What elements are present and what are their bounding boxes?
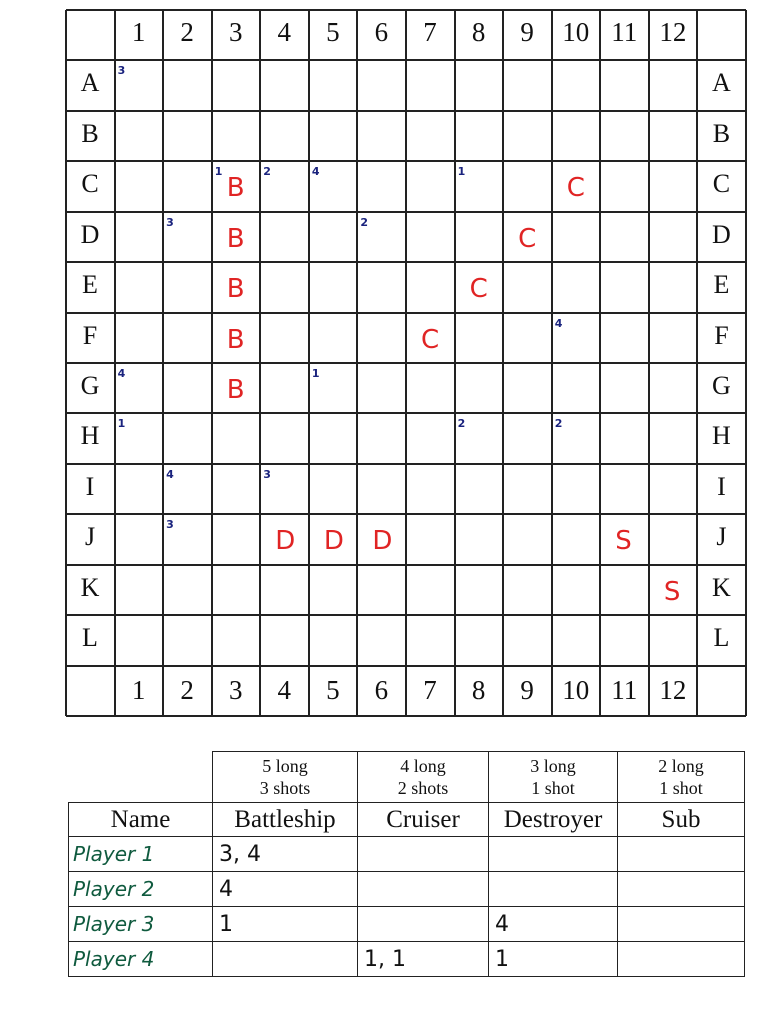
player-name: Player 4 xyxy=(69,942,213,977)
row-label-right: A xyxy=(712,68,731,98)
hit-cell xyxy=(358,872,489,907)
name-header: Name xyxy=(69,803,213,837)
column-label-bottom: 4 xyxy=(277,674,292,705)
player-row xyxy=(69,872,745,907)
shot-number: 2 xyxy=(457,417,466,431)
shot-number: 1 xyxy=(214,165,223,179)
row-label-right: J xyxy=(716,522,727,552)
column-label-bottom: 9 xyxy=(520,674,534,705)
hit-cell: 4 xyxy=(213,872,358,907)
row-label-right: B xyxy=(712,118,731,148)
shot-number: 3 xyxy=(263,467,271,481)
row-label-right: K xyxy=(712,572,731,602)
row-label-right: D xyxy=(712,219,731,249)
shot-number: 2 xyxy=(360,215,369,229)
grid-line xyxy=(648,10,650,716)
row-label-right: E xyxy=(713,270,730,300)
shot-number: 1 xyxy=(457,165,466,179)
ship-marker: D xyxy=(275,526,296,557)
grid-line xyxy=(551,10,553,716)
row-label-right: L xyxy=(713,623,730,653)
ship-desc-cell: 5 long 3 shots xyxy=(213,752,358,803)
column-label-top: 2 xyxy=(180,17,194,47)
hit-cell: 1 xyxy=(489,942,618,977)
ship-description-row xyxy=(69,752,745,803)
hit-cell: 1, 1 xyxy=(358,942,489,977)
ship-marker: C xyxy=(566,173,585,204)
column-label-top: 5 xyxy=(326,17,340,47)
column-label-bottom: 3 xyxy=(228,674,243,705)
ship-marker: D xyxy=(323,526,344,557)
column-label-bottom: 1 xyxy=(131,674,146,705)
player-row xyxy=(69,907,745,942)
grid-line xyxy=(66,564,746,566)
column-label-top: 11 xyxy=(611,17,638,47)
shot-number: 3 xyxy=(166,215,174,229)
ship-marker: B xyxy=(226,173,245,204)
row-label-left: G xyxy=(80,371,100,400)
column-label-bottom: 12 xyxy=(659,674,687,705)
shot-number: 4 xyxy=(311,165,320,179)
row-label-right: H xyxy=(712,421,731,451)
shot-number: 2 xyxy=(263,165,271,179)
player-row xyxy=(69,837,745,872)
shot-number: 4 xyxy=(166,467,174,481)
player-name: Player 1 xyxy=(69,837,213,872)
column-label-top: 4 xyxy=(277,17,292,47)
column-label-bottom: 6 xyxy=(374,674,389,705)
grid-line xyxy=(66,412,746,414)
ship-marker: C xyxy=(421,324,440,355)
ship-desc-cell: 3 long 1 shot xyxy=(489,752,618,803)
column-label-top: 1 xyxy=(131,17,146,47)
sub-header: Sub xyxy=(618,803,745,837)
row-label-left: I xyxy=(85,471,95,501)
ship-desc-cell: 4 long 2 shots xyxy=(358,752,489,803)
shot-number: 1 xyxy=(117,417,126,431)
grid-line xyxy=(66,362,746,364)
ship-marker: B xyxy=(226,324,245,355)
hit-cell xyxy=(489,837,618,872)
ship-marker: S xyxy=(615,526,632,557)
ship-marker: B xyxy=(226,274,245,305)
grid-line xyxy=(66,614,746,616)
hit-cell xyxy=(358,907,489,942)
row-label-left: C xyxy=(81,169,99,199)
row-label-right: F xyxy=(714,320,729,350)
ship-marker: C xyxy=(518,223,537,254)
row-label-left: A xyxy=(80,68,100,98)
hit-cell xyxy=(489,872,618,907)
row-label-right: C xyxy=(712,169,731,199)
scoreboard-table xyxy=(68,751,745,977)
blank-cell xyxy=(69,752,213,803)
game-board xyxy=(66,10,746,716)
hit-cell xyxy=(618,837,745,872)
grid-line xyxy=(66,463,746,465)
row-label-left: H xyxy=(80,421,100,451)
hit-cell: 1 xyxy=(213,907,358,942)
grid-line xyxy=(599,10,601,716)
ship-marker: B xyxy=(226,375,245,405)
column-label-bottom: 11 xyxy=(611,674,638,705)
row-label-left: K xyxy=(80,572,100,602)
hit-cell xyxy=(618,907,745,942)
column-label-bottom: 5 xyxy=(326,674,340,705)
hit-cell: 4 xyxy=(489,907,618,942)
hit-cell xyxy=(213,942,358,977)
row-label-left: J xyxy=(84,522,96,552)
column-label-bottom: 7 xyxy=(423,674,437,705)
grid-line xyxy=(66,715,746,717)
ship-marker: B xyxy=(226,223,245,254)
shot-number: 3 xyxy=(117,64,126,78)
column-label-top: 3 xyxy=(228,17,243,47)
row-label-left: F xyxy=(82,320,98,350)
shot-number: 4 xyxy=(554,316,563,330)
column-label-bottom: 10 xyxy=(562,674,590,705)
shot-number: 1 xyxy=(311,367,320,380)
shot-number: 4 xyxy=(117,367,126,380)
row-label-left: E xyxy=(82,270,98,300)
cruiser-header: Cruiser xyxy=(358,803,489,837)
hit-cell xyxy=(618,942,745,977)
ship-marker: S xyxy=(663,576,681,607)
row-label-left: L xyxy=(82,623,98,653)
hit-cell xyxy=(618,872,745,907)
player-row xyxy=(69,942,745,977)
grid-line xyxy=(502,10,504,716)
battleship-header: Battleship xyxy=(213,803,358,837)
column-label-top: 6 xyxy=(374,17,389,47)
ship-marker: C xyxy=(469,274,488,305)
column-label-top: 7 xyxy=(423,17,437,47)
player-name: Player 2 xyxy=(69,872,213,907)
ship-desc-cell: 2 long 1 shot xyxy=(618,752,745,803)
player-name: Player 3 xyxy=(69,907,213,942)
header-row xyxy=(69,803,745,837)
row-label-right: G xyxy=(712,371,731,400)
column-label-bottom: 8 xyxy=(471,674,486,705)
destroyer-header: Destroyer xyxy=(489,803,618,837)
hit-cell xyxy=(358,837,489,872)
grid-line xyxy=(454,10,456,716)
shot-number: 3 xyxy=(166,518,174,532)
column-label-top: 8 xyxy=(471,17,486,47)
column-label-top: 12 xyxy=(659,17,687,47)
hit-cell: 3, 4 xyxy=(213,837,358,872)
ship-marker: D xyxy=(372,526,393,557)
row-label-left: B xyxy=(81,118,99,148)
grid-line xyxy=(66,513,746,515)
column-label-top: 9 xyxy=(520,17,534,47)
column-label-bottom: 2 xyxy=(180,674,194,705)
row-label-right: I xyxy=(717,471,726,501)
column-label-top: 10 xyxy=(562,17,590,47)
row-label-left: D xyxy=(80,219,100,249)
shot-number: 2 xyxy=(554,417,563,431)
